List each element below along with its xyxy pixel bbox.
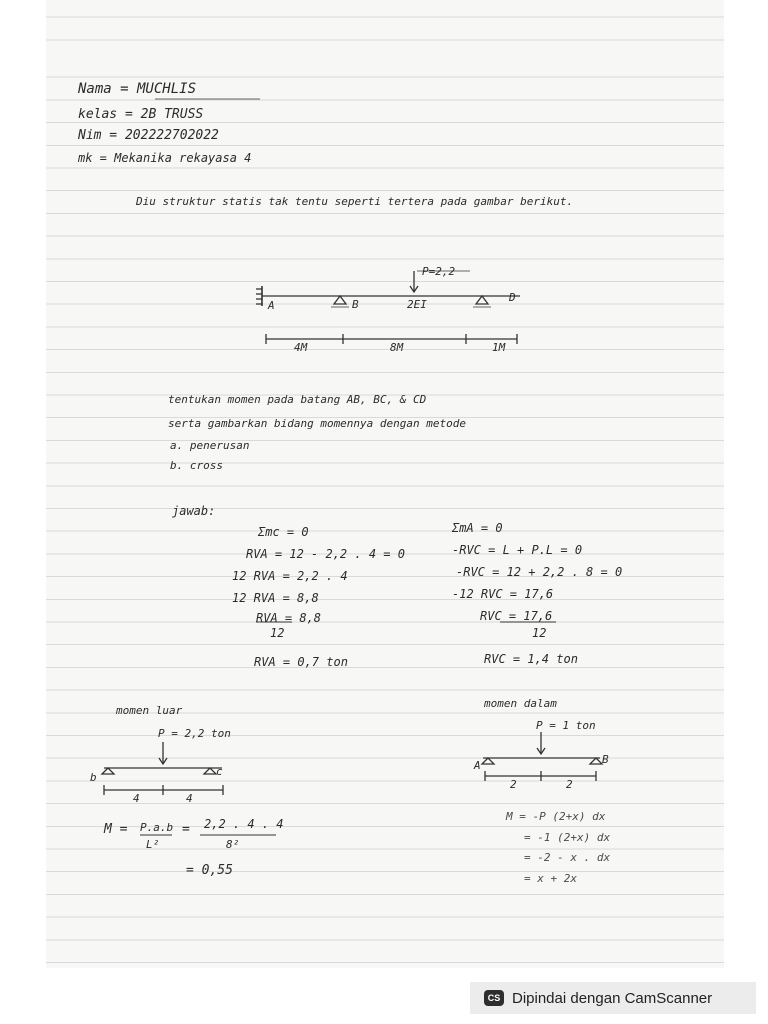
pin-support-c — [476, 296, 488, 304]
left-eq-7: RVA = 0,7 ton — [254, 655, 348, 669]
formula-result: = 0,55 — [186, 863, 233, 878]
inner-line-3: = -2 - x . dx — [524, 851, 611, 864]
camscanner-logo-icon: CS — [484, 990, 504, 1006]
problem-statement: Diu struktur statis tak tentu seperti tertera pada gambar berikut. — [136, 195, 574, 208]
support-b-label: B — [352, 298, 359, 311]
header-nim: Nim = 202222702022 — [78, 128, 219, 143]
header-mk: mk = Mekanika rekayasa 4 — [78, 151, 252, 165]
right-eq-7: RVC = 1,4 ton — [484, 652, 578, 666]
outer-left-label: b — [90, 771, 97, 784]
left-eq-2: RVA = 12 - 2,2 . 4 = 0 — [246, 547, 405, 561]
right-eq-4: -12 RVC = 17,6 — [452, 587, 554, 601]
header-nama: Nama = MUCHLIS — [78, 81, 197, 97]
load-label: P=2,2 — [422, 265, 456, 278]
camscanner-label: Dipindai dengan CamScanner — [512, 989, 713, 1007]
dimension-4m: 4M — [294, 341, 308, 354]
task-item-a: a. penerusan — [170, 439, 250, 452]
inner-support-left — [482, 758, 494, 764]
solution-heading: jawab: — [172, 504, 216, 518]
inner-load-label: P = 1 ton — [536, 719, 596, 732]
inner-line-2: = -1 (2+x) dx — [524, 831, 611, 844]
dimension-1m: 1M — [492, 341, 506, 354]
stiffness-label: 2EI — [407, 298, 427, 311]
point-d-label: D — [509, 291, 516, 304]
right-eq-3: -RVC = 12 + 2,2 . 8 = 0 — [456, 565, 623, 579]
formula-numerator: P.a.b — [140, 821, 174, 834]
outer-moment-title: momen luar — [116, 704, 183, 717]
right-eq-5: RVC = 17,6 — [480, 609, 553, 623]
outer-load-label: P = 2,2 ton — [158, 727, 231, 740]
right-eq-2: -RVC = L + P.L = 0 — [452, 543, 583, 557]
task-line-1: tentukan momen pada batang AB, BC, & CD — [168, 393, 427, 406]
task-line-2: serta gambarkan bidang momennya dengan metode — [168, 417, 467, 430]
right-eq-6: 12 — [532, 626, 547, 640]
formula-rhs-numerator: 2,2 . 4 . 4 — [204, 817, 284, 831]
inner-moment-title: momen dalam — [484, 697, 557, 710]
formula-denominator: L² — [146, 838, 160, 851]
inner-dim-2: 2 — [566, 778, 573, 791]
inner-support-right — [590, 758, 602, 764]
outer-support-right — [204, 768, 216, 774]
pin-support-b — [334, 296, 346, 304]
task-item-b: b. cross — [170, 459, 223, 472]
outer-right-label: c — [216, 765, 223, 778]
inner-line-1: M = -P (2+x) dx — [506, 810, 606, 823]
formula-equals: = — [182, 822, 190, 837]
inner-dim-1: 2 — [510, 778, 517, 791]
left-eq-1: Σmc = 0 — [258, 525, 309, 539]
left-eq-5: RVA = 8,8 — [256, 611, 322, 625]
camscanner-footer — [470, 982, 756, 1014]
header-kelas: kelas = 2B TRUSS — [78, 107, 204, 122]
left-eq-6: 12 — [270, 626, 285, 640]
dimension-8m: 8M — [390, 341, 404, 354]
inner-line-4: = x + 2x — [524, 872, 577, 885]
left-eq-4: 12 RVA = 8,8 — [232, 591, 319, 605]
left-eq-3: 12 RVA = 2,2 . 4 — [232, 569, 348, 583]
support-a-label: A — [268, 299, 275, 312]
right-eq-1: ΣmA = 0 — [452, 521, 503, 535]
outer-support-left — [102, 768, 114, 774]
inner-left-label: A — [474, 759, 481, 772]
outer-dim-1: 4 — [133, 792, 140, 805]
formula-lhs: M = — [104, 822, 128, 837]
inner-right-label: B — [602, 753, 609, 766]
formula-rhs-denominator: 8² — [226, 838, 240, 851]
outer-dim-2: 4 — [186, 792, 193, 805]
